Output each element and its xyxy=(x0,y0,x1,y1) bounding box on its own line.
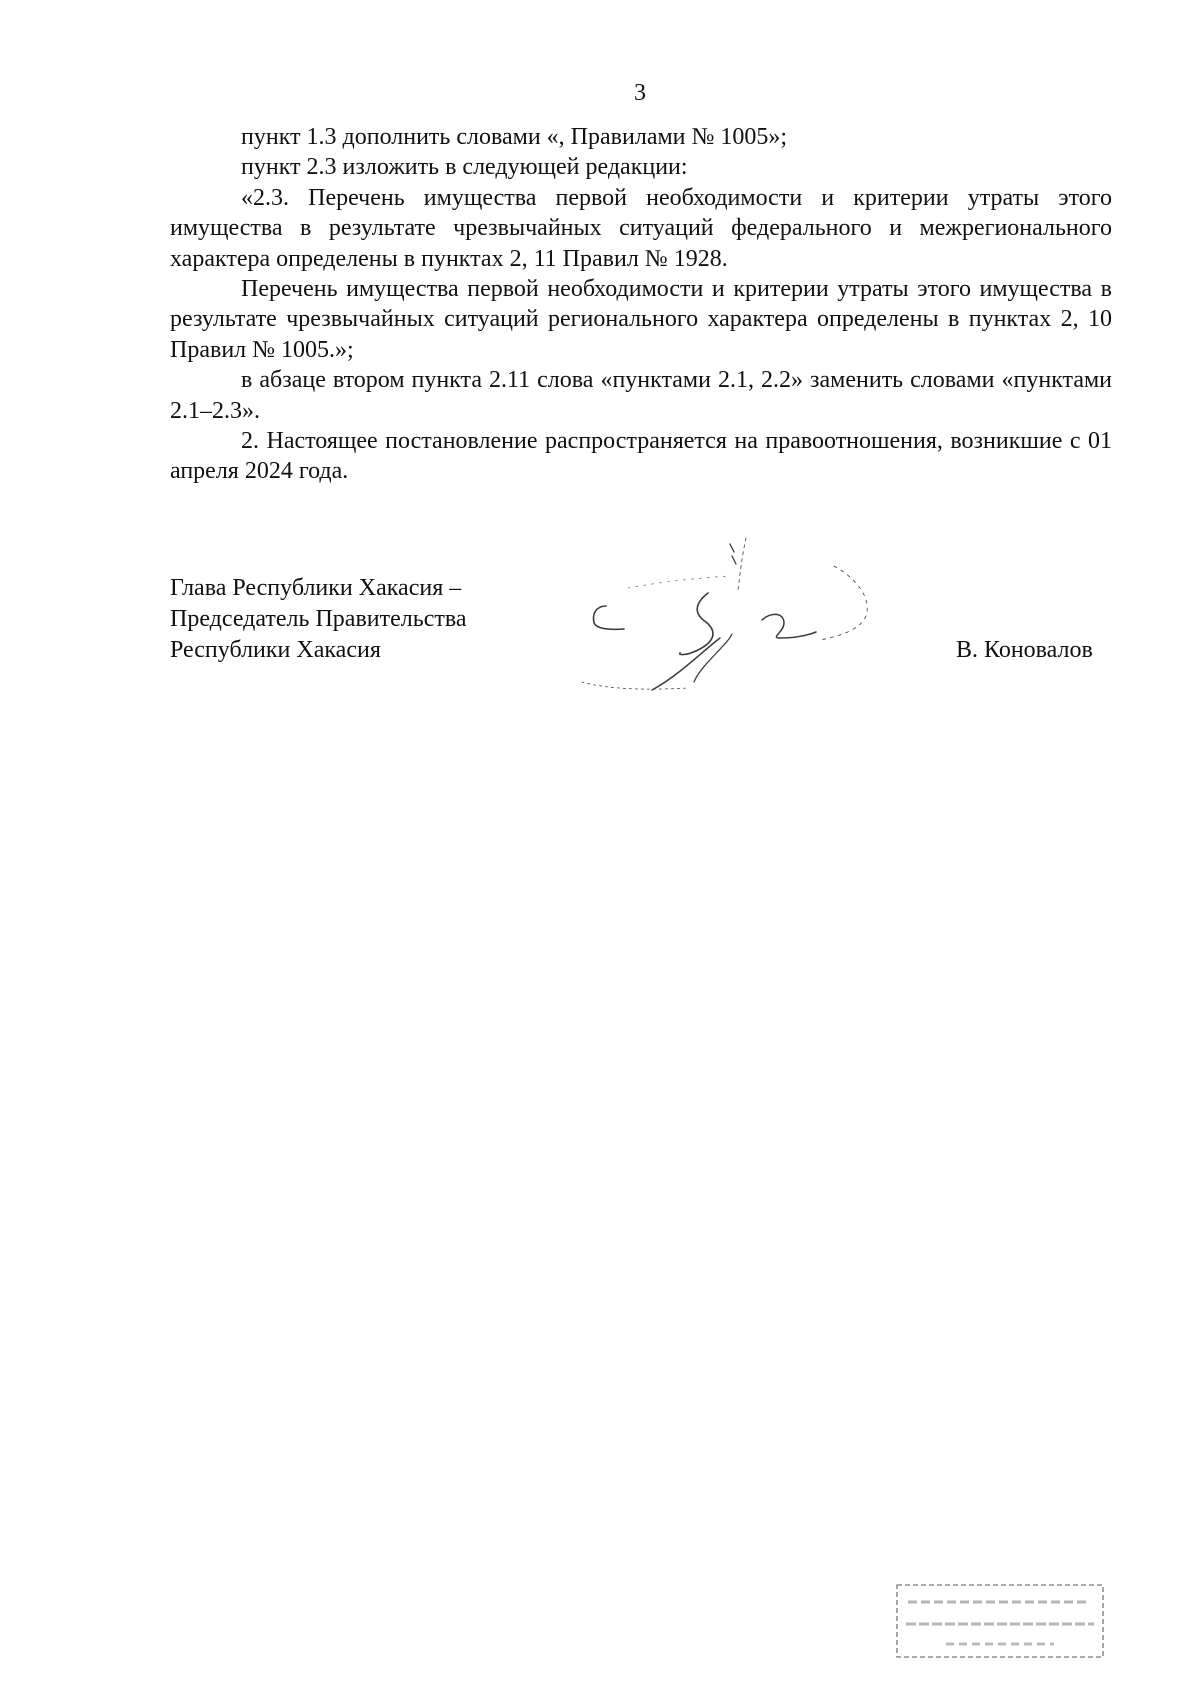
registration-stamp xyxy=(894,1582,1108,1662)
paragraph-5: в абзаце втором пункта 2.11 слова «пунктами 2.1, 2.2» заменить словами «пунктами 2.1–2.3». xyxy=(170,367,1112,424)
signer-name: В. Коновалов xyxy=(956,637,1093,663)
paragraph-6: 2. Настоящее постановление распространяется на правоотношения, возникшие с 01 апреля 2024 года. xyxy=(170,428,1112,485)
handwritten-signature xyxy=(570,528,900,698)
signatory-title-line-3: Республики Хакасия xyxy=(170,637,381,663)
document-body xyxy=(170,122,1112,487)
signatory-title xyxy=(170,573,467,666)
paragraph-1: пункт 1.3 дополнить словами «, Правилами № 1005»; xyxy=(241,124,788,150)
paragraph-2: пункт 2.3 изложить в следующей редакции: xyxy=(241,154,688,181)
signatory-title-line-2: Председатель Правительства xyxy=(170,606,467,632)
paragraph-4: Перечень имущества первой необходимости и критерии утраты этого имущества в результате чрезвычайных ситуаций регионального характера определены в пунктах 2, 10 Правил № 1005.»; xyxy=(170,276,1112,363)
signatory-title-line-1: Глава Республики Хакасия – xyxy=(170,575,462,601)
page-number: 3 xyxy=(634,80,646,106)
paragraph-3: «2.3. Перечень имущества первой необходимости и критерии утраты этого имущества в результате чрезвычайных ситуаций федерального и межрегионального характера определены в пунктах 2, 11 Правил № 1928. xyxy=(170,184,1112,272)
